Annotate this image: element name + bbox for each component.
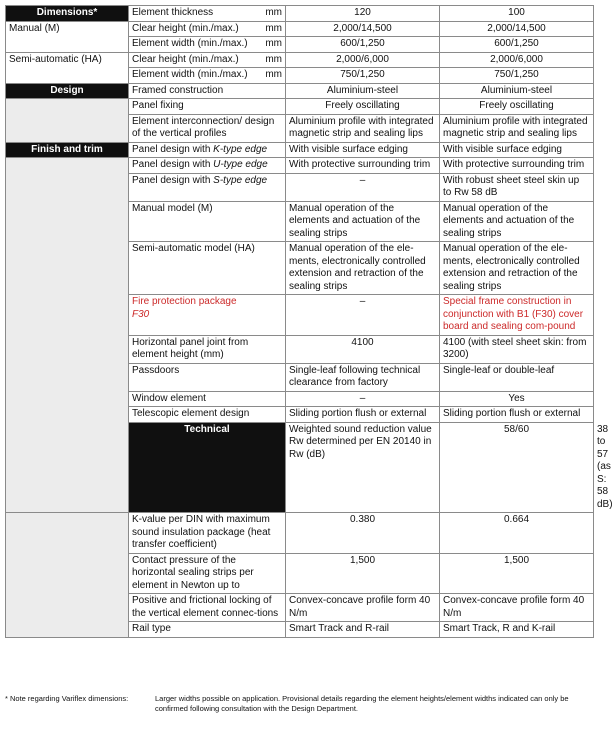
value-cell: Manual operation of the ele-ments, electronically controlled extension and retraction of the sealing strips	[440, 242, 594, 295]
row-label: Weighted sound reduction value Rw determined per EN 20140 in Rw (dB)	[286, 422, 440, 513]
value-cell: 0.664	[440, 513, 594, 554]
value-cell: –	[286, 391, 440, 407]
value-cell: Single-leaf following technical clearance from factory	[286, 363, 440, 391]
table-row	[6, 142, 594, 158]
row-label: Horizontal panel joint from element height (mm)	[129, 335, 286, 363]
row-label: Panel fixing	[129, 99, 286, 115]
spec-table	[5, 5, 613, 638]
value-cell: 2,000/6,000	[286, 52, 440, 68]
row-unit: mm	[265, 7, 282, 18]
value-cell: Single-leaf or double-leaf	[440, 363, 594, 391]
row-unit: mm	[265, 69, 282, 80]
value-cell: Aluminium-steel	[286, 83, 440, 99]
row-label: Clear height (min./max.)	[132, 22, 239, 34]
row-unit: mm	[265, 22, 282, 34]
row-label: Panel design with S-type edge	[129, 173, 286, 201]
value-cell: 600/1,250	[286, 37, 440, 53]
value-cell: 2,000/6,000	[440, 52, 594, 68]
section-design: Design	[6, 83, 129, 99]
table-row	[6, 513, 594, 554]
value-cell: 4100	[286, 335, 440, 363]
value-cell: With protective surrounding trim	[286, 158, 440, 174]
value-cell: With visible surface edging	[286, 142, 440, 158]
value-cell: Aluminium profile with integrated magnetic strip and sealing lips	[440, 114, 594, 142]
row-label: Element interconnection/ design of the vertical profiles	[129, 114, 286, 142]
table-row	[6, 21, 594, 37]
value-cell: 600/1,250	[440, 37, 594, 53]
row-label: Passdoors	[129, 363, 286, 391]
value-cell: –	[286, 295, 440, 336]
value-cell: Freely oscillating	[286, 99, 440, 115]
row-label: Contact pressure of the horizontal sealing strips per element in Newton up to	[129, 553, 286, 594]
value-cell: 750/1,250	[286, 68, 440, 84]
side-label-semi: Semi-automatic (HA)	[6, 52, 129, 83]
value-cell: Sliding portion flush or external	[286, 407, 440, 423]
row-label: Panel design with K-type edge	[129, 142, 286, 158]
table-row	[6, 83, 594, 99]
value-cell: Aluminium profile with integrated magnetic strip and sealing lips	[286, 114, 440, 142]
value-cell: 120	[286, 6, 440, 22]
footnote	[5, 694, 593, 713]
section-technical: Technical	[129, 422, 286, 513]
row-label: Panel design with U-type edge	[129, 158, 286, 174]
table-row: Technical Weighted sound reduction value Rw determined per EN 20140 in Rw (dB) 58/60 38 to 57 (as S: 58 dB)	[6, 422, 594, 513]
table-row	[6, 99, 594, 115]
side-label-manual: Manual (M)	[6, 21, 129, 52]
row-label: Element width (min./max.)	[132, 38, 248, 49]
value-cell: Convex-concave profile form 40 N/m	[440, 594, 594, 622]
row-unit: mm	[265, 38, 282, 49]
row-label: Element thickness	[132, 7, 214, 18]
value-cell: 2,000/14,500	[286, 21, 440, 37]
section-finish: Finish and trim	[6, 142, 129, 158]
value-cell: 100	[440, 6, 594, 22]
value-cell: 58/60	[440, 422, 594, 513]
row-label: Framed construction	[129, 83, 286, 99]
row-label: Manual model (M)	[129, 201, 286, 242]
value-cell: Manual operation of the elements and actuation of the sealing strips	[440, 201, 594, 242]
value-cell: 1,500	[286, 553, 440, 594]
value-cell: –	[286, 173, 440, 201]
value-cell: With visible surface edging	[440, 142, 594, 158]
footnote-text: Larger widths possible on application. Provisional details regarding the element heights/element widths indicated can only be confirmed following consultation with the Design Department.	[155, 694, 569, 713]
value-cell: Manual operation of the elements and actuation of the sealing strips	[286, 201, 440, 242]
value-cell: Smart Track and R-rail	[286, 622, 440, 638]
row-label: Positive and frictional locking of the vertical element connec-tions	[129, 594, 286, 622]
value-cell: Sliding portion flush or external	[440, 407, 594, 423]
footnote-key: * Note regarding Variflex dimensions:	[5, 694, 129, 703]
value-cell: 2,000/14,500	[440, 21, 594, 37]
row-unit: mm	[265, 53, 282, 65]
table-row	[6, 52, 594, 68]
value-cell: 750/1,250	[440, 68, 594, 84]
row-label: Element width (min./max.)	[132, 69, 248, 80]
table-row	[6, 6, 594, 22]
value-cell: Manual operation of the ele-ments, electronically controlled extension and retraction of the sealing strips	[286, 242, 440, 295]
row-label: Semi-automatic model (HA)	[129, 242, 286, 295]
value-cell: Special frame construction in conjunction with B1 (F30) cover board and sealing com-pound	[440, 295, 594, 336]
value-cell: 1,500	[440, 553, 594, 594]
value-cell: Aluminium-steel	[440, 83, 594, 99]
value-cell: Convex-concave profile form 40 N/m	[286, 594, 440, 622]
value-cell: 0.380	[286, 513, 440, 554]
value-cell: Yes	[440, 391, 594, 407]
value-cell: Freely oscillating	[440, 99, 594, 115]
row-label: Fire protection package F30	[129, 295, 286, 336]
row-label: Window element	[129, 391, 286, 407]
table-row	[6, 158, 594, 174]
row-label: Rail type	[129, 622, 286, 638]
value-cell: With robust sheet steel skin up to Rw 58 dB	[440, 173, 594, 201]
row-label: Telescopic element design	[129, 407, 286, 423]
row-label: Clear height (min./max.)	[132, 53, 239, 65]
row-label: K-value per DIN with maximum sound insulation package (heat transfer coefficient)	[129, 513, 286, 554]
value-cell: With protective surrounding trim	[440, 158, 594, 174]
value-cell: Smart Track, R and K-rail	[440, 622, 594, 638]
value-cell: 4100 (with steel sheet skin: from 3200)	[440, 335, 594, 363]
section-dimensions: Dimensions*	[6, 6, 129, 22]
